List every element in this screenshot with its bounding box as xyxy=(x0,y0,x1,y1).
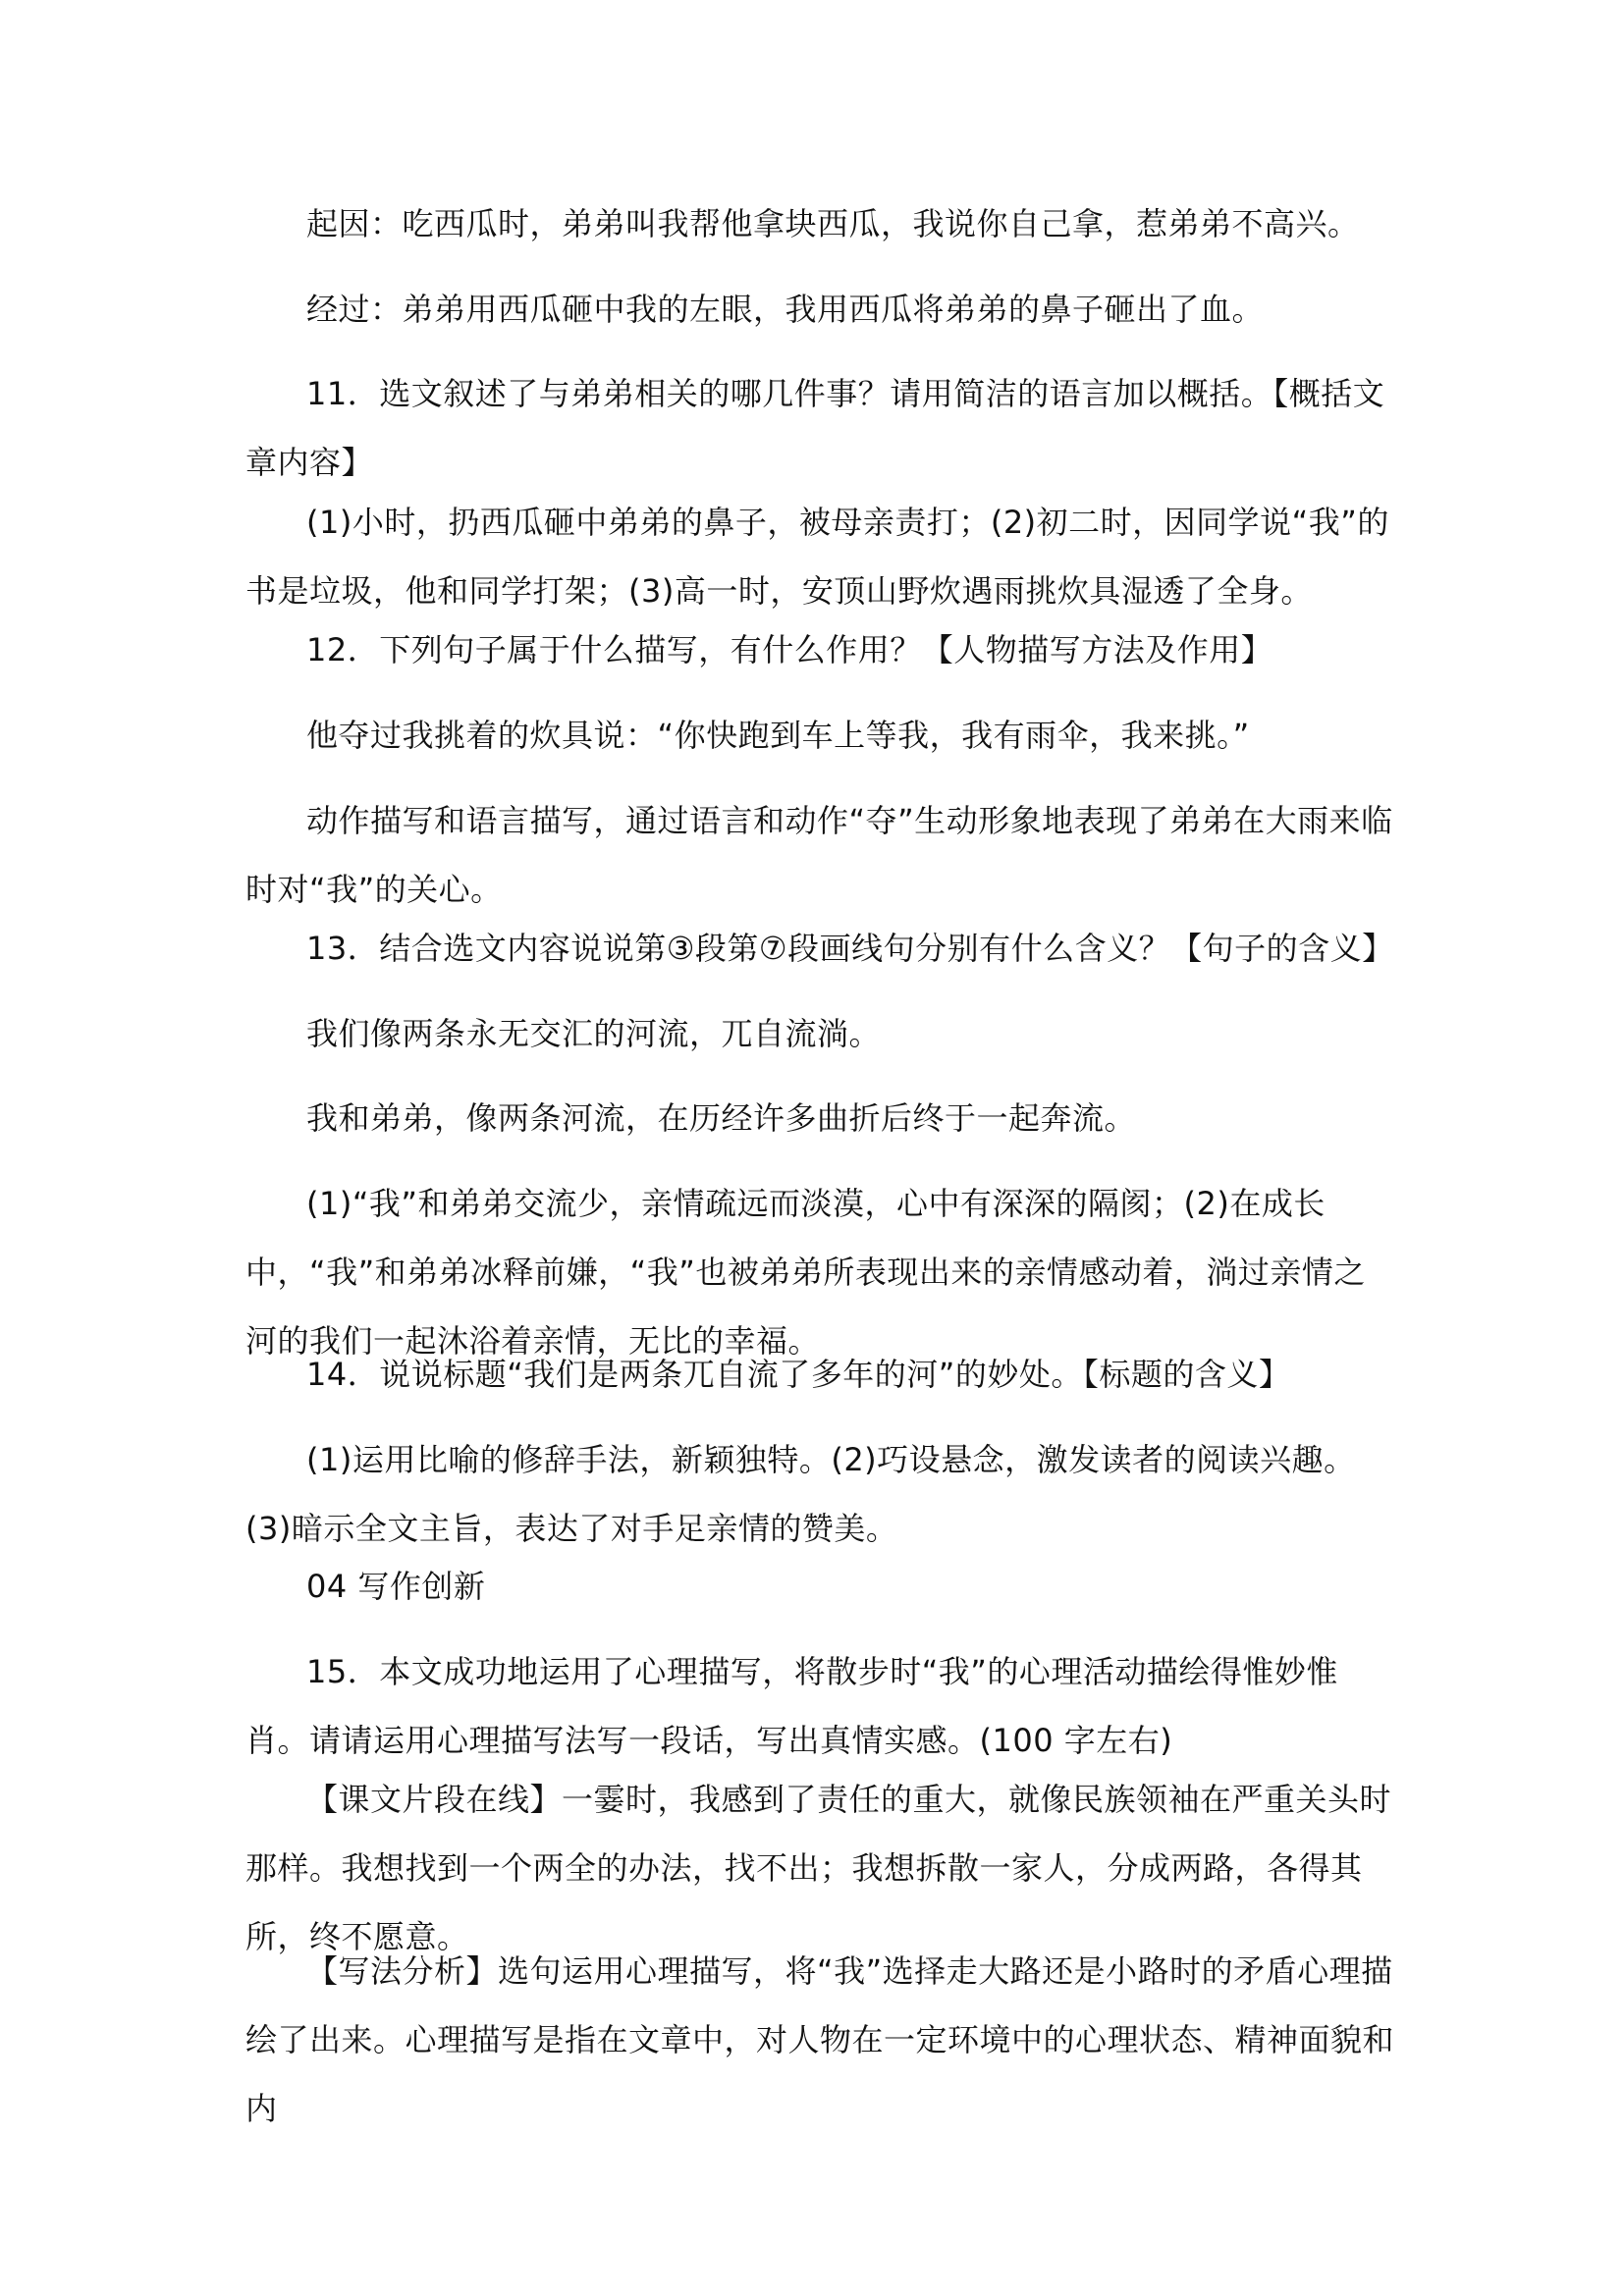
answer-11: (1)小时，扔西瓜砸中弟弟的鼻子，被母亲责打；(2)初二时，因同学说“我”的书是垃圾，他和同学打架；(3)高一时，安顶山野炊遇雨挑炊具湿透了全身。 xyxy=(245,504,1389,610)
answer-14: (1)运用比喻的修辞手法，新颖独特。(2)巧设悬念，激发读者的阅读兴趣。(3)暗示全文主旨，表达了对手足亲情的赞美。 xyxy=(245,1441,1356,1547)
text-excerpt: 【课文片段在线】一霎时，我感到了责任的重大，就像民族领袖在严重关头时那样。我想找到一个两全的办法，找不出；我想拆散一家人，分成两路，各得其所，终不愿意。 xyxy=(245,1781,1392,1955)
quote-13-a: 我们像两条永无交汇的河流，兀自流淌。 xyxy=(306,1015,882,1052)
question-11: 11．选文叙述了与弟弟相关的哪几件事？请用简洁的语言加以概括。【概括文章内容】 xyxy=(245,375,1385,481)
answer-12: 动作描写和语言描写，通过语言和动作“夺”生动形象地表现了弟弟在大雨来临时对“我”的关心。 xyxy=(245,802,1393,908)
question-12: 12．下列句子属于什么描写，有什么作用？【人物描写方法及作用】 xyxy=(306,631,1273,668)
quote-12: 他夺过我挑着的炊具说：“你快跑到车上等我，我有雨伞，我来挑。” xyxy=(306,717,1250,754)
quote-13-b: 我和弟弟，像两条河流，在历经许多曲折后终于一起奔流。 xyxy=(306,1099,1137,1137)
paragraph-process: 经过：弟弟用西瓜砸中我的左眼，我用西瓜将弟弟的鼻子砸出了血。 xyxy=(306,291,1265,328)
question-15: 15．本文成功地运用了心理描写，将散步时“我”的心理活动描绘得惟妙惟肖。请请运用心理描写法写一段话，写出真情实感。(100 字左右) xyxy=(245,1653,1338,1759)
answer-13: (1)“我”和弟弟交流少，亲情疏远而淡漠，心中有深深的隔阂；(2)在成长中，“我”和弟弟冰释前嫌，“我”也被弟弟所表现出来的亲情感动着，淌过亲情之河的我们一起沐浴着亲情，无比的幸福。 xyxy=(245,1185,1366,1360)
paragraph-cause: 起因：吃西瓜时，弟弟叫我帮他拿块西瓜，我说你自己拿，惹弟弟不高兴。 xyxy=(306,205,1360,242)
question-14: 14．说说标题“我们是两条兀自流了多年的河”的妙处。【标题的含义】 xyxy=(306,1356,1291,1393)
writing-analysis: 【写法分析】选句运用心理描写，将“我”选择走大路还是小路时的矛盾心理描绘了出来。心理描写是指在文章中，对人物在一定环境中的心理状态、精神面貌和内 xyxy=(245,1952,1395,2127)
section-heading-writing: 04 写作创新 xyxy=(306,1568,486,1605)
question-13: 13．结合选文内容说说第③段第⑦段画线句分别有什么含义？【句子的含义】 xyxy=(306,930,1394,967)
